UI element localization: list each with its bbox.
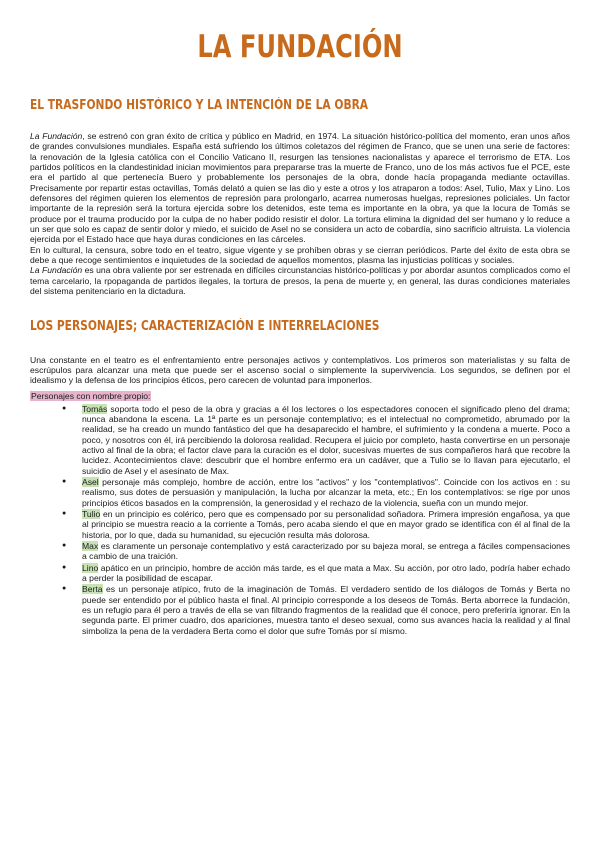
character-name: Tulio xyxy=(82,508,101,519)
paragraph-historical-context xyxy=(30,131,570,245)
paragraph-text: , se estrenó con gran éxito de crítica y público en Madrid, en 1974. La situación histórico-política del momento, eran unos años de grandes convulsiones mundiales. España está sufriendo los últimos coletazos del régimen de Franco, que se unen una serie de factores: la renovación de la Iglesia católica con el Concilio Vaticano II, resurgen las tensiones nacionalistas y aparece el terrorismo de ETA. Los partidos políticos en la clandestinidad inician movimientos para prepararse tras la muerte de Franco, uno de los más activos fue el PCE, este era el partido al que pertenecía Buero y probablemente los personajes de la obra, donde hacía propaganda mediante octavillas. Precisamente por repartir estas octavillas, Tomás delató a quien se las dio y este a otros y los atraparon a todos: Asel, Tulio, Max y Lino. Los defensores del régimen quieren los elementos de represión para prolongarlo, acarrea numerosas huelgas, represiones policiales. Un factor importante de la represión será la tortura ejercida sobre los detenidos, este tema es importante en la obra, ya que la locura de Tomás se produce por el trauma producido por la culpa de no haber podido resistir el dolor. La tortura elimina la dignidad del ser humano y lo reduce a un ser que solo es capaz de sentir dolor y miedo, el suicido de Asel no se considera un acto de cobardía, sino sacrificio altruista. La violencia ejercida por el Estado hace que haya duras condiciones en las cárceles. xyxy=(30,131,570,245)
character-name: Asel xyxy=(82,476,99,487)
list-item-lino xyxy=(82,563,570,584)
character-description: soporta todo el peso de la obra y gracias a él los lectores o los espectadores conocen el significado pleno del drama; nunca abandona la escena. La 1ª parte es un personaje contemplativo; es el intelectual no comprometido, abrumado por la realidad, se ha creado un mundo fantástico del que ha desaparecido el hambre, el sufrimiento y la condena a muerte. Poco a poco, y nosotros con él, irá percibiendo la dolorosa realidad. Recupera el juicio por completo, hasta convertirse en un personaje activo al final de la obra; el factor clave para la curación es el dolor, sucesivas muertes de sus compañeros hará que recobre la lucidez. Acontecimientos clave: descubrir que el hombre enfermo era un cadáver, que a Tulio se lo llavan para ejecutarlo, el suicidio de Asel y el asesinato de Max. xyxy=(82,403,570,476)
work-title-italic: La Fundación xyxy=(30,131,83,141)
list-item-tomas xyxy=(82,404,570,476)
paragraph-characters-intro: Una constante en el teatro es el enfrentamiento entre personajes activos y contemplativos. Los primeros son materialistas y su falta de escrúpulos para alcanzar una meta que puede ser el ascenso social o simplemente la supervivencia. Los segundos, se definen por el idealismo y la defensa de los principios éticos, pero carecen de voluntad para imponerlos. xyxy=(30,354,570,386)
character-description: personaje más complejo, hombre de acción, entre los "activos" y los "contemplativos". Coincide con los activos en : su realismo, sus dotes de persuasión y manipulación, la lucha por alcanzar la meta, etc.; En los contemplativos: se rige por unos principios éticos basados en la comprensión, la generosidad y el rechazo de la violencia, sueña con un mundo mejor. xyxy=(82,476,570,508)
character-name: Berta xyxy=(82,584,103,595)
paragraph-cultural-context: En lo cultural, la censura, sobre todo en el teatro, sigue vigente y se prohíben obras y se cierran periódicos. Parte del éxito de esta obra se debe a que recoge sentimientos e inquietudes de la sociedad de aquellos momentos, plasma las injusticias políticas y sociales. xyxy=(30,244,570,266)
work-title-italic: La Fundación xyxy=(30,265,83,276)
highlighted-tag: Personajes con nombre propio: xyxy=(31,390,151,401)
section-heading-characters: LOS PERSONAJES; CARACTERIZACIÓN E INTERRELACIONES xyxy=(30,318,380,334)
document-title: LA FUNDACIÓN xyxy=(197,29,403,65)
character-description: es un personaje atípico, fruto de la imaginación de Tomás. El verdadero sentido de los diálogos de Tomás y Berta no puede ser entendido por el público hasta el final. Al principio corresponde a los deseos de Tomás. Berta aborrece la fundación, es un refugio para él pero a través de ella se van filtrando fragmentos de la realidad que él conoce, pero preferiría ignorar. En la segunda parte. El primer cuadro, dos apariciones, muestra tanto el deseo sexual, como sus avances hacia la realidad y al final simboliza la pena de la verdadera Berta como el dolor que sufre Tomás por sí mismo. xyxy=(82,584,570,636)
list-item-max xyxy=(82,541,570,562)
list-item-berta xyxy=(82,584,570,636)
character-name: Lino xyxy=(82,562,99,573)
list-item-asel xyxy=(82,477,570,508)
character-description: es claramente un personaje contemplativo y está caracterizado por su bajeza moral, se entrega a fáciles compensaciones a cambio de una traición. xyxy=(82,541,570,562)
paragraph-work-intention xyxy=(30,265,570,296)
characters-tag-line xyxy=(30,386,570,404)
section-heading-historical: EL TRASFONDO HISTÓRICO Y LA INTENCIÓN DE LA OBRA xyxy=(30,98,369,113)
list-item-tulio xyxy=(82,509,570,540)
character-name: Tomás xyxy=(82,403,108,414)
characters-list xyxy=(30,404,570,637)
character-description: en un principio es colérico, pero que es compensado por su personalidad soñadora. Primera impresión engañosa, ya que al principio se muestra reacio a la corriente a Tomás, pero acaba siendo el que en mayor grado se identifica con él al final de la historia, por lo que, dada su humanidad, su ejecución resulta más dolorosa. xyxy=(82,508,570,540)
paragraph-text: es una obra valiente por ser estrenada en difíciles circunstancias histórico-políticas y por abordar asuntos complicados como el tema carcelario, la rpopaganda de partidos ilegales, la tortura de presos, la pena de muerte y, en general, las duras condiciones materiales del sistema penitenciario en la dictadura. xyxy=(30,265,570,297)
character-name: Max xyxy=(82,541,99,551)
character-description: apático en un principio, hombre de acción más tarde, es el que mata a Max. Su acción, por otro lado, podría haber echado a perder la posibilidad de escapar. xyxy=(82,562,570,584)
